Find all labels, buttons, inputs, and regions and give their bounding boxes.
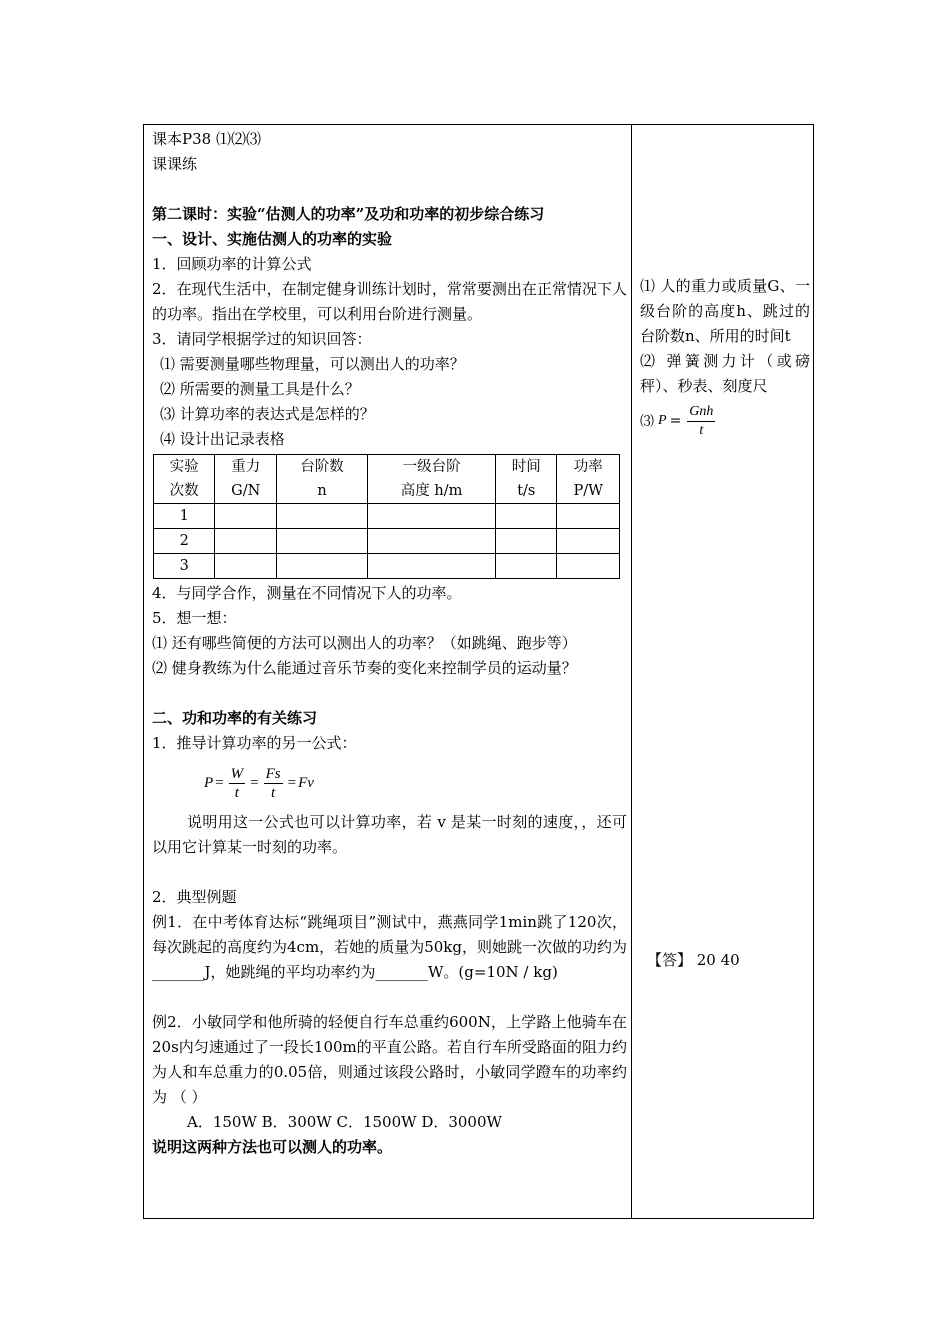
question-2: ⑵ 所需要的测量工具是什么？: [160, 380, 360, 398]
example-1-answer: 【答】 20 40: [647, 951, 740, 969]
spacer: [152, 985, 627, 1010]
exercise-book-label: 课课练: [152, 155, 198, 173]
section2-heading: 二、功和功率的有关练习: [152, 709, 318, 727]
fraction-fs-over-t: $\frac{Fs}{t}$: [265, 765, 281, 801]
fraction-gnh-over-t: $\frac{\text{Gnh}}{t}$: [689, 403, 714, 438]
spacer: [152, 177, 627, 202]
trial-number: 3: [154, 554, 215, 579]
table-row: [154, 529, 620, 554]
equals-sign: =: [287, 774, 297, 791]
lesson-title: 第二课时：实验“估测人的功率”及功和功率的初步综合练习: [152, 205, 545, 223]
table-row: [154, 554, 620, 579]
question-4: ⑷ 设计出记录表格: [160, 430, 285, 448]
item-4: 4．与同学合作，测量在不同情况下人的功率。: [152, 584, 462, 602]
formula-lhs: P: [204, 774, 214, 791]
item-3: 3．请同学根据学过的知识回答：: [152, 330, 372, 348]
examples-heading: 2．典型例题: [152, 888, 237, 906]
example-1: 例1．在中考体育达标“跳绳项目”测试中，燕燕同学1min跳了120次，每次跳起的高度约为4cm，若她的质量为50kg，则她跳一次做的功约为_______J，她跳绳的平均功率约为_______W。(g=10N / kg): [152, 913, 627, 981]
item-5: 5．想一想：: [152, 609, 237, 627]
section1-heading: 一、设计、实施估测人的功率的实验: [152, 230, 393, 248]
think-1: ⑴ 还有哪些简便的方法可以测出人的功率？（如跳绳、跑步等）: [152, 634, 577, 652]
fraction-w-over-t: $\frac{W}{t}$: [230, 765, 244, 801]
trial-number: 2: [154, 529, 215, 554]
formula-lhs: P: [658, 413, 667, 428]
trial-number: 1: [154, 504, 215, 529]
table-row: [154, 504, 620, 529]
column-divider: [631, 124, 632, 1219]
power-formula: [152, 756, 627, 810]
formula-explanation: 说明用这一公式也可以计算功率，若 v 是某一时刻的速度，，还可以用它计算某一时刻的功率。: [152, 813, 627, 856]
equals-sign: =: [669, 413, 682, 429]
header-trial: 实验 次数: [154, 455, 215, 504]
answer-3-formula: [640, 399, 810, 443]
equals-sign: =: [215, 774, 224, 791]
derive-formula: 1．推导计算功率的另一公式：: [152, 734, 357, 752]
question-3: ⑶ 计算功率的表达式是怎样的？: [160, 405, 375, 423]
answer-column: [640, 274, 810, 443]
lesson-content-column: [152, 127, 627, 1160]
closing-note: 说明这两种方法也可以测人的功率。: [152, 1138, 393, 1156]
record-table-header: [154, 455, 620, 504]
think-2: ⑵ 健身教练为什么能通过音乐节奏的变化来控制学员的运动量？: [152, 659, 577, 677]
record-table: [153, 454, 620, 579]
formula-rhs: Fv: [298, 774, 314, 791]
spacer: [152, 860, 627, 885]
header-power: 功率 P/W: [557, 455, 620, 504]
answer-2: ⑵ 弹簧测力计（或磅秤）、秒表、刻度尺: [640, 352, 810, 395]
example-2: 例2．小敏同学和他所骑的轻便自行车总重约600N，上学路上他骑车在20s内匀速通过了一段长100m的平直公路。若自行车所受路面的阻力约为人和车总重力的0.05倍，则通过该段公路时，小敏同学蹬车的功率约为 （ ）: [152, 1013, 627, 1106]
spacer: [152, 681, 627, 706]
answer-1: ⑴ 人的重力或质量G、一级台阶的高度h、跳过的台阶数n、所用的时间t: [640, 277, 810, 345]
example-2-options: A．150W B．300W C．1500W D．3000W: [187, 1113, 502, 1131]
header-gravity: 重力 G/N: [215, 455, 277, 504]
item-1: 1．回顾功率的计算公式: [152, 255, 312, 273]
question-1: ⑴ 需要测量哪些物理量，可以测出人的功率？: [160, 355, 465, 373]
header-steps: 台阶数 n: [277, 455, 368, 504]
textbook-reference: 课本P38 ⑴⑵⑶: [152, 130, 261, 148]
equals-sign: =: [250, 774, 259, 791]
header-step-height: 一级台阶 高度 h/m: [368, 455, 496, 504]
header-time: 时间 t/s: [496, 455, 557, 504]
item-2: 2．在现代生活中，在制定健身训练计划时，常常要测出在正常情况下人的功率。指出在学校里，可以利用台阶进行测量。: [152, 280, 627, 323]
answer-3-label: ⑶: [640, 414, 654, 430]
